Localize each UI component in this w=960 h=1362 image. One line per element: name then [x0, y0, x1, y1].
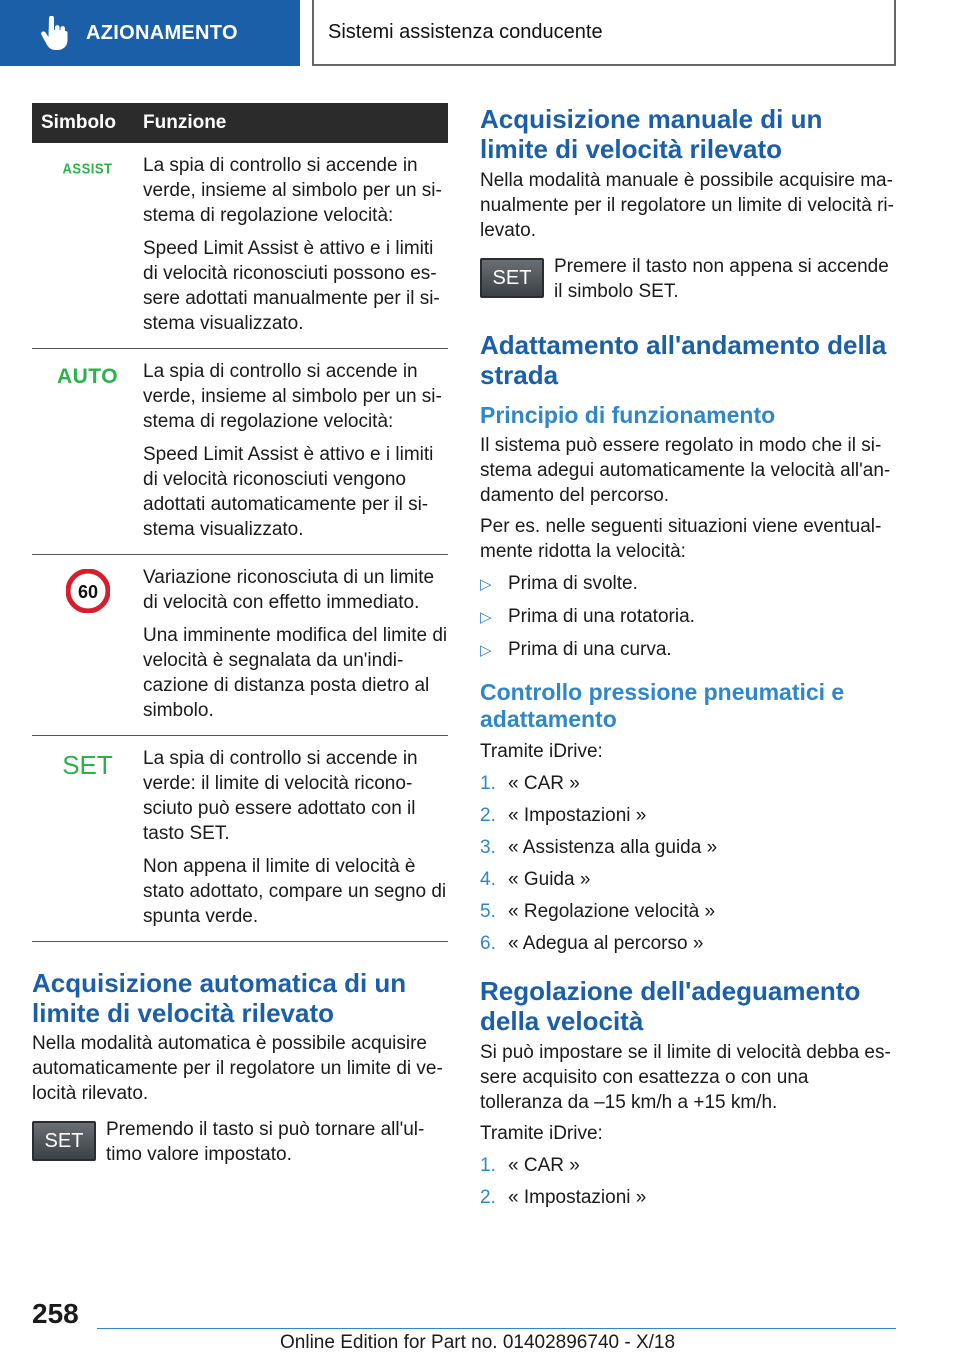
function-text: La spia di controllo si accende in verde, insieme al simbolo per un si-stema di regolazione velocità: — [143, 155, 442, 226]
function-cell — [143, 143, 448, 349]
list-item: 1. « CAR » — [480, 773, 580, 794]
adjust-steps-list — [480, 1153, 896, 1210]
function-cell — [143, 555, 448, 736]
list-item: 1. « CAR » — [480, 1155, 580, 1176]
list-item: 5. « Regolazione velocità » — [480, 901, 716, 922]
symbol-cell — [32, 555, 143, 736]
tire-section-heading: Controllo pressione pneumatici e adattamento — [480, 679, 845, 732]
function-text: Variazione riconosciuta di un limite di velocità con effetto immediato. — [143, 567, 435, 613]
auto-section-heading: Acquisizione automatica di un limite di velocità rilevato — [32, 968, 407, 1028]
table-row — [32, 736, 448, 942]
list-item: ▷ Prima di una curva. — [480, 637, 896, 663]
hand-pointer-icon — [40, 16, 68, 50]
speed-limit-value: 60 — [77, 582, 98, 602]
table-row — [32, 555, 448, 736]
set-button-icon: SET — [32, 1121, 96, 1161]
manual-section-button-text: Premere il tasto non appena si accende il simbolo SET. — [554, 256, 889, 302]
road-section-subheading: Principio di funzionamento — [480, 402, 776, 428]
set-indicator-icon: SET — [62, 750, 113, 780]
road-section-body: Per es. nelle seguenti situazioni viene eventual-mente ridotta la velocità: — [480, 516, 882, 562]
right-column — [480, 103, 896, 1210]
assist-indicator-icon: ASSIST — [62, 159, 113, 178]
list-item: ▷ Prima di una rotatoria. — [480, 604, 896, 630]
footer-divider — [97, 1328, 896, 1329]
adjust-section-heading: Regolazione dell'adeguamento della velocità — [480, 976, 861, 1036]
road-section-body: Il sistema può essere regolato in modo che il si-stema adegui automaticamente la velocità all'an-damento del percorso. — [480, 435, 891, 506]
column-header-symbol: Simbolo — [32, 103, 143, 143]
adjust-section-intro: Tramite iDrive: — [480, 1123, 603, 1144]
set-button-icon: SET — [480, 258, 544, 298]
tire-steps-list — [480, 771, 896, 956]
list-item: 3. « Assistenza alla guida » — [480, 837, 718, 858]
function-text: Speed Limit Assist è attivo e i limiti di velocità riconosciuti vengono adottati automaticamente per il si-stema visualizzato. — [143, 444, 434, 540]
auto-section-button-row — [32, 1117, 448, 1167]
section-title: Sistemi assistenza conducente — [312, 0, 896, 66]
left-column — [32, 103, 448, 1167]
list-item: 2. « Impostazioni » — [480, 805, 647, 826]
function-text: Una imminente modifica del limite di velocità è segnalata da un'indi-cazione di distanza posta dietro al simbolo. — [143, 625, 448, 721]
symbol-cell — [32, 143, 143, 349]
column-header-function: Funzione — [143, 103, 448, 143]
function-text: Non appena il limite di velocità è stato adottato, compare un segno di spunta verde. — [143, 856, 447, 927]
symbol-table — [32, 103, 448, 942]
manual-section-body: Nella modalità manuale è possibile acquisire ma-nualmente per il regolatore un limite di velocità ri-levato. — [480, 170, 894, 241]
tire-section-intro: Tramite iDrive: — [480, 741, 603, 762]
list-item: ▷ Prima di svolte. — [480, 571, 896, 597]
road-section-heading: Adattamento all'andamento della strada — [480, 330, 887, 390]
footer-edition: Online Edition for Part no. 01402896740 - X/18 — [280, 1332, 676, 1353]
symbol-cell — [32, 736, 143, 942]
table-header-row — [32, 103, 448, 143]
speed-limit-sign-icon — [66, 569, 110, 613]
auto-section-body: Nella modalità automatica è possibile acquisire automaticamente per il regolatore un limite di ve-locità rilevato. — [32, 1033, 443, 1104]
chapter-tab-label: AZIONAMENTO — [86, 21, 238, 44]
list-item: 4. « Guida » — [480, 869, 591, 890]
auto-section-button-text: Premendo il tasto si può tornare all'ul-timo valore impostato. — [106, 1119, 425, 1165]
chapter-tab[interactable] — [0, 0, 300, 66]
function-text: La spia di controllo si accende in verde: il limite di velocità ricono-sciuto può essere adottato con il tasto SET. — [143, 748, 418, 844]
road-bullet-list — [480, 571, 896, 663]
auto-indicator-icon: AUTO — [56, 365, 119, 388]
triangle-bullet-icon: ▷ — [480, 576, 492, 593]
manual-section-heading: Acquisizione manuale di un limite di velocità rilevato — [480, 104, 823, 164]
table-row — [32, 349, 448, 555]
symbol-cell — [32, 349, 143, 555]
manual-section-button-row — [480, 254, 896, 304]
function-text: Speed Limit Assist è attivo e i limiti di velocità riconosciuti possono es-sere adottati manualmente per il si-stema visualizzato. — [143, 238, 440, 334]
function-cell — [143, 736, 448, 942]
table-row — [32, 143, 448, 349]
list-item: 6. « Adegua al percorso » — [480, 933, 704, 954]
triangle-bullet-icon: ▷ — [480, 609, 492, 626]
page-number: 258 — [32, 1298, 79, 1329]
adjust-section-body: Si può impostare se il limite di velocità debba es-sere acquisito con esattezza o con una tolleranza da –15 km/h a +15 km/h. — [480, 1042, 891, 1113]
triangle-bullet-icon: ▷ — [480, 642, 492, 659]
function-text: La spia di controllo si accende in verde, insieme al simbolo per un si-stema di regolazione velocità: — [143, 361, 442, 432]
function-cell — [143, 349, 448, 555]
list-item: 2. « Impostazioni » — [480, 1187, 647, 1208]
